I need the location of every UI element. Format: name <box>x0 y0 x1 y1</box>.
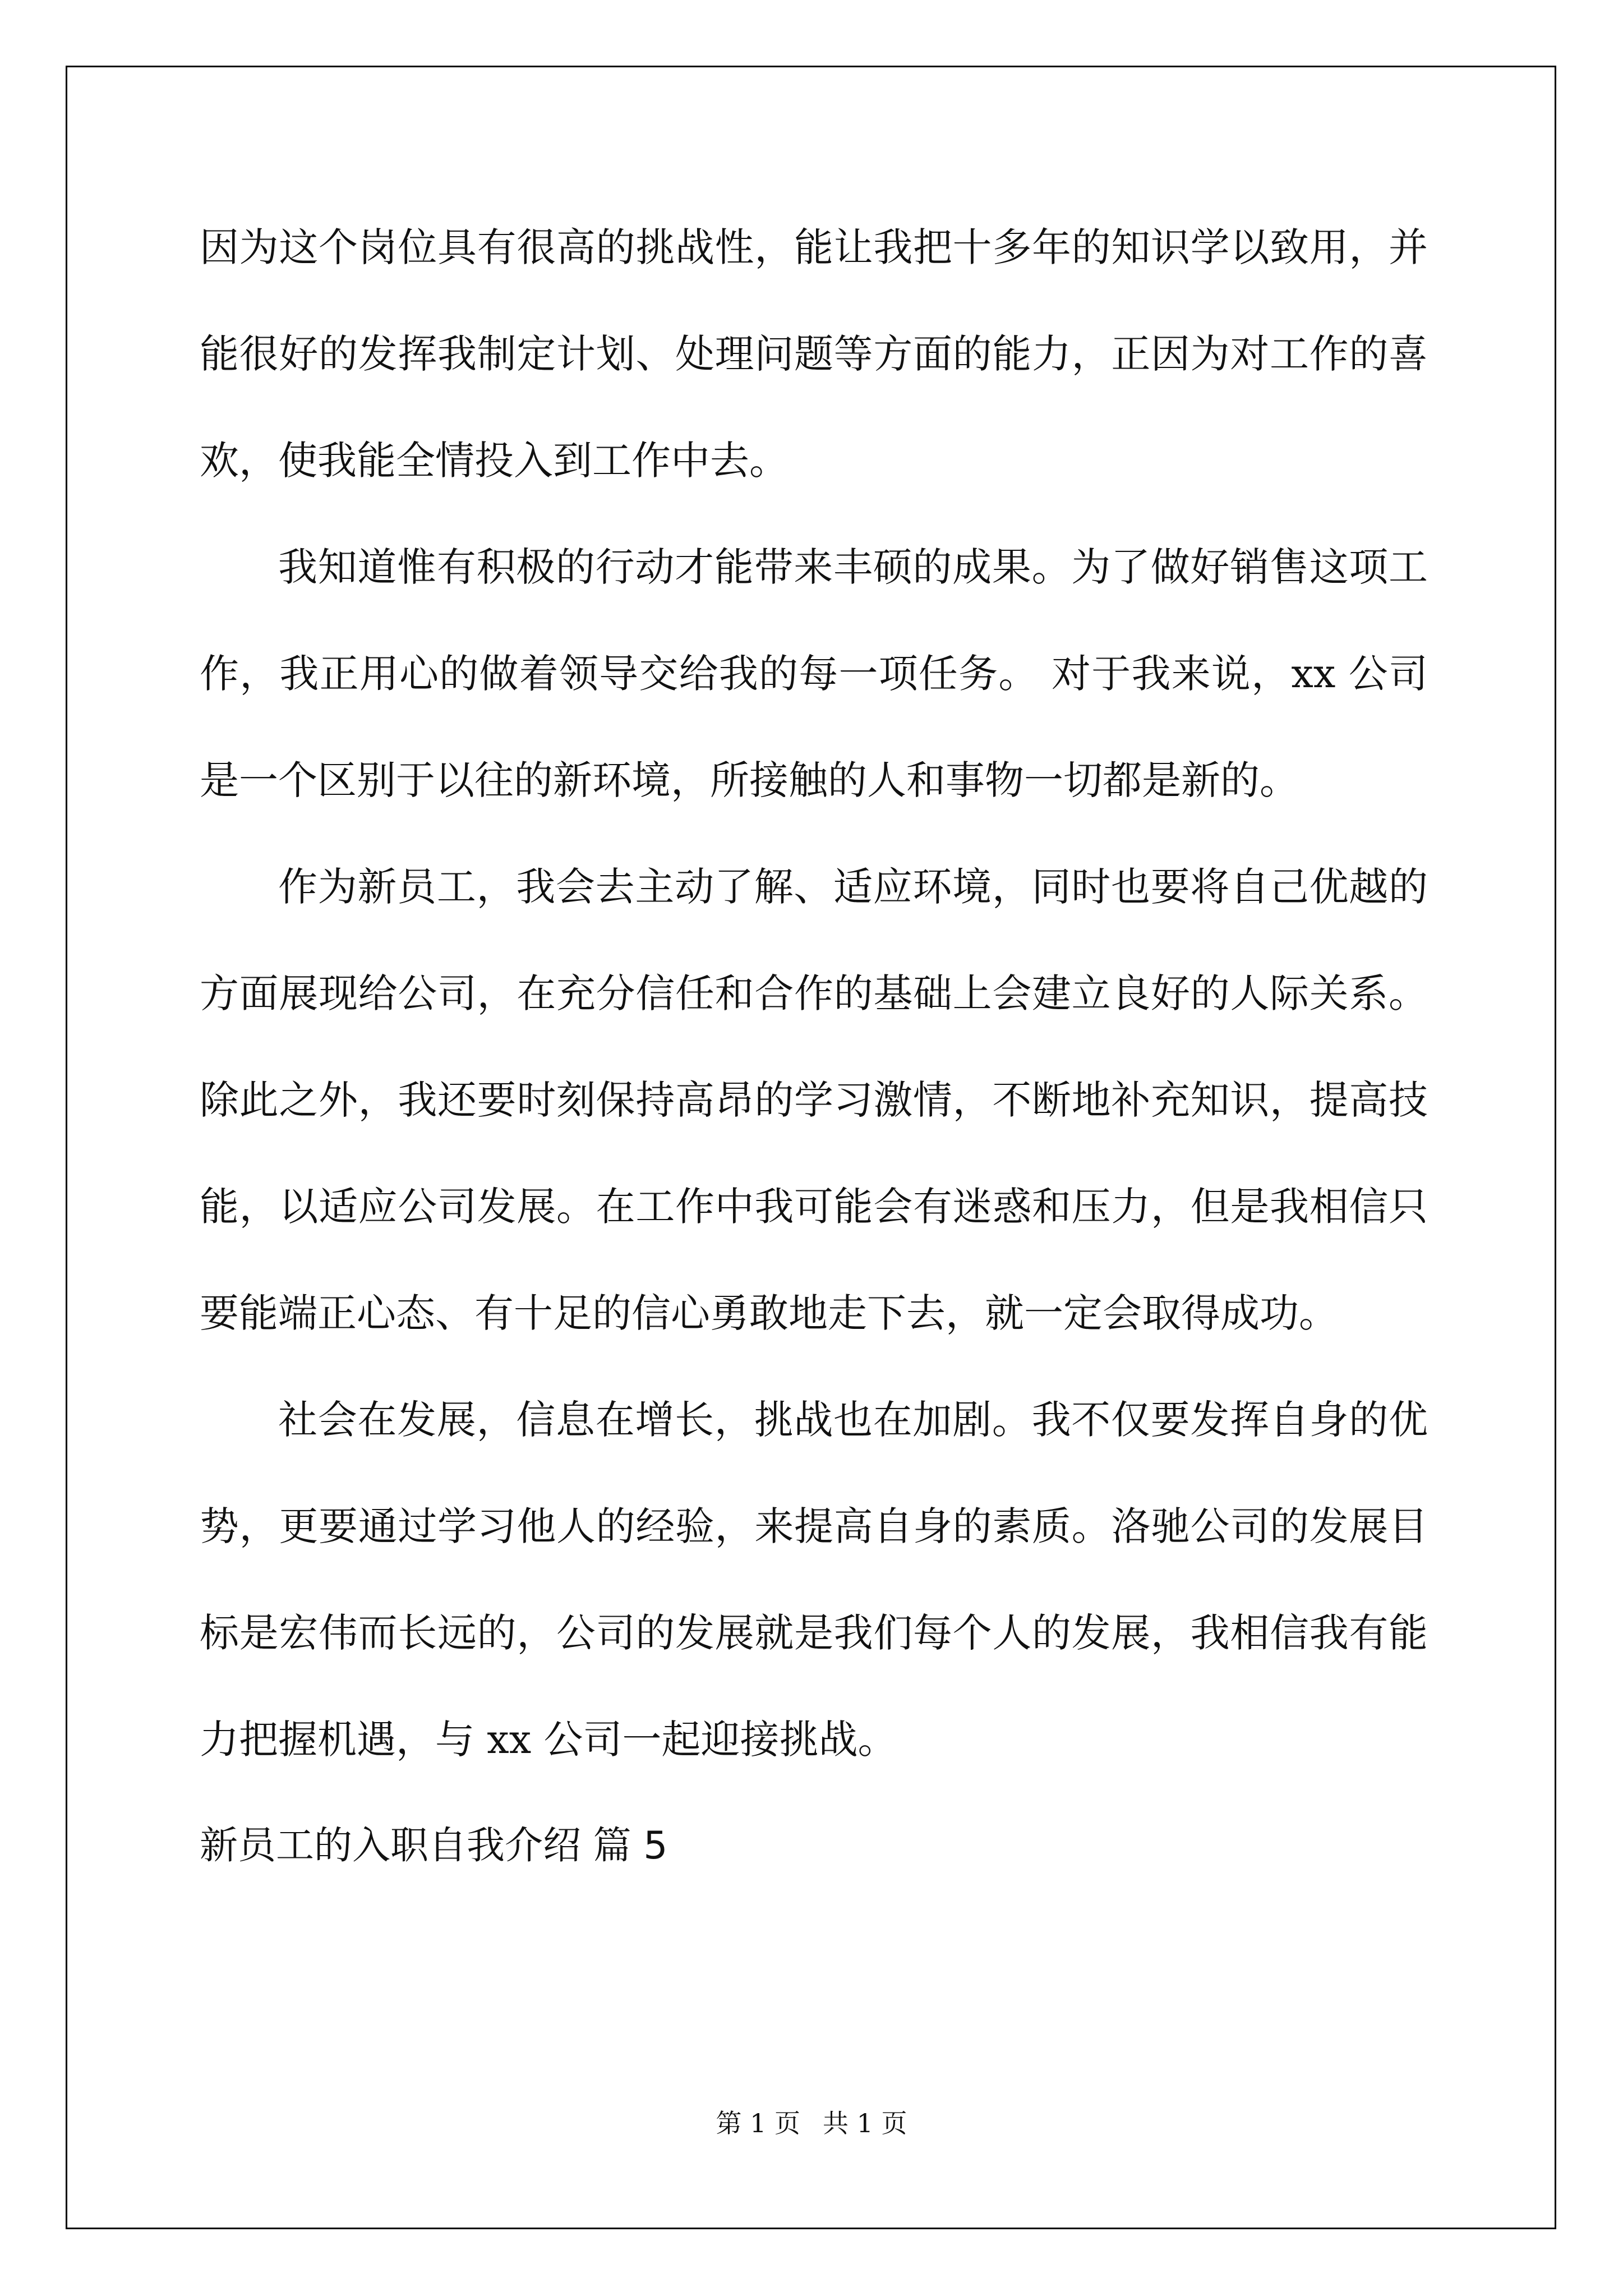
paragraph-3: 作为新员工，我会去主动了解、适应环境，同时也要将自己优越的方面展现给公司，在充分信任和合作的基础上会建立良好的人际关系。除此之外，我还要时刻保持高昂的学习激情，不断地补充知识，提高技能，以适应公司发展。在工作中我可能会有迷惑和压力，但是我相信只要能端正心态、有十足的信心勇敢地走下去，就一定会取得成功。 <box>200 864 1428 1336</box>
paragraph-2: 我知道惟有积极的行动才能带来丰硕的成果。为了做好销售这项工作，我正用心的做着领导交给我的每一项任务。 对于我来说，xx 公司是一个区别于以往的新环境，所接触的人和事物一切都是新的。 <box>200 544 1428 803</box>
document-body <box>200 194 1428 1899</box>
page-number: 第 1 页 <box>716 2108 800 2138</box>
paragraph-4: 社会在发展，信息在增长，挑战也在加剧。我不仅要发挥自身的优势，更要通过学习他人的经验，来提高自身的素质。洛驰公司的发展目标是宏伟而长远的，公司的发展就是我们每个人的发展，我相信我有能力把握机遇，与 xx 公司一起迎接挑战。 <box>200 1397 1428 1763</box>
page-footer <box>0 2106 1623 2140</box>
page-total: 共 1 页 <box>823 2108 907 2138</box>
paragraph-1: 因为这个岗位具有很高的挑战性，能让我把十多年的知识学以致用，并能很好的发挥我制定计划、处理问题等方面的能力，正因为对工作的喜欢，使我能全情投入到工作中去。 <box>200 224 1428 484</box>
section-heading: 新员工的入职自我介绍 篇 5 <box>200 1824 668 1868</box>
